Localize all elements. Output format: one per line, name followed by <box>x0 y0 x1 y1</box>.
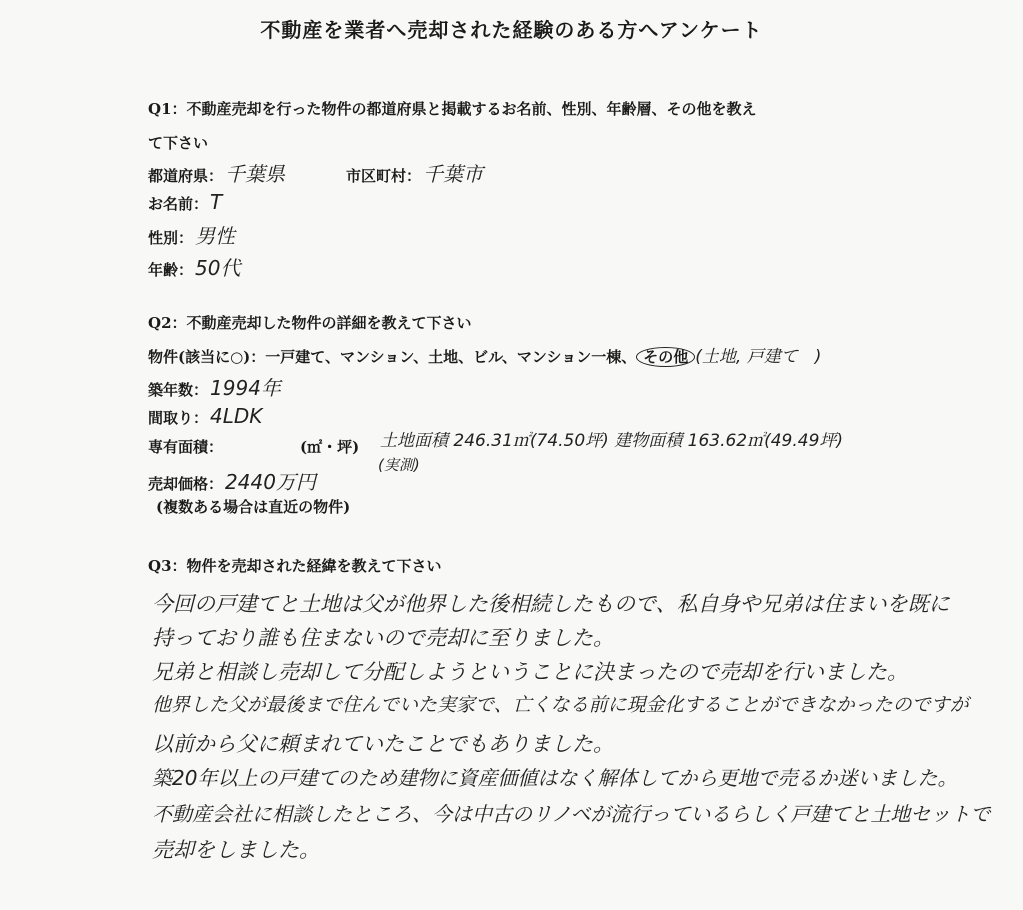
q2-question: Q2：不動産売却した物件の詳細を教えて下さい <box>148 314 472 332</box>
property-type-selected: その他 <box>636 347 695 367</box>
age-value: 50代 <box>195 256 241 280</box>
gender-value: 男性 <box>195 224 236 248</box>
q3-question: Q3：物件を売却された経緯を教えて下さい <box>148 557 442 575</box>
name-value: T <box>210 190 223 214</box>
q3-answer-line: 持っており誰も住まないので売却に至りました。 <box>152 626 614 650</box>
q3-answer-line: 以前から父に頼まれていたことでもありました。 <box>152 732 614 756</box>
layout-value: 4LDK <box>210 404 263 428</box>
age-label: 年齢： <box>148 261 194 279</box>
q1-age-row <box>148 252 240 281</box>
survey-title: 不動産を業者へ売却された経験のある方へアンケート <box>260 18 763 42</box>
q1-question-line1: Q1：不動産売却を行った物件の都道府県と掲載するお名前、性別、年齢層、その他を教え <box>148 100 757 118</box>
built-year-value: 1994年 <box>210 376 281 400</box>
q1-city-row <box>346 158 483 187</box>
name-label: お名前： <box>148 195 209 213</box>
q2-layout-row <box>148 404 262 428</box>
area-unit: (㎡・坪) <box>300 438 360 456</box>
q2-area-row <box>148 436 223 457</box>
q1-name-row <box>148 190 222 214</box>
q2-note: (複数ある場合は直近の物件) <box>156 498 351 516</box>
q3-answer-line: 築20年以上の戸建てのため建物に資産価値はなく解体してから更地で売るか迷いました。 <box>152 766 958 790</box>
q1-prefecture-row <box>148 158 285 187</box>
q1-question-line2: て下さい <box>148 134 209 152</box>
prefecture-value: 千葉県 <box>225 162 286 186</box>
q3-answer-line: 不動産会社に相談したところ、今は中古のリノベが流行っているらしく戸建てと土地セットで <box>152 802 991 826</box>
q3-answer-line: 兄弟と相談し売却して分配しようということに決まったので売却を行いました。 <box>152 660 908 684</box>
city-value: 千葉市 <box>423 162 484 186</box>
price-label: 売却価格： <box>148 475 224 493</box>
q3-answer-line: 他界した父が最後まで住んでいた実家で、亡くなる前に現金化することができなかったのですが <box>152 694 969 716</box>
q1-gender-row <box>148 220 235 249</box>
layout-label: 間取り： <box>148 409 209 427</box>
property-type-options: 一戸建て、マンション、土地、ビル、マンション一棟、 <box>265 348 637 366</box>
q2-built-row <box>148 372 281 401</box>
property-type-other: (土地, 戸建て ) <box>695 347 822 367</box>
city-label: 市区町村： <box>346 167 422 185</box>
price-value: 2440万円 <box>225 470 316 494</box>
area-label: 専有面積： <box>148 438 224 456</box>
q3-answer-line: 今回の戸建てと土地は父が他界した後相続したもので、私自身や兄弟は住まいを既に <box>152 592 950 616</box>
area-value: 土地面積 246.31㎡(74.50坪) 建物面積 163.62㎡(49.49坪) <box>380 431 844 451</box>
q3-answer-line: 売却をしました。 <box>152 838 320 862</box>
gender-label: 性別： <box>148 229 194 247</box>
property-type-label: 物件(該当に○)： <box>148 348 266 366</box>
area-note: (実測) <box>378 456 420 474</box>
prefecture-label: 都道府県： <box>148 167 224 185</box>
q2-type-row <box>148 342 821 367</box>
q2-price-row <box>148 466 316 495</box>
built-year-label: 築年数： <box>148 381 209 399</box>
